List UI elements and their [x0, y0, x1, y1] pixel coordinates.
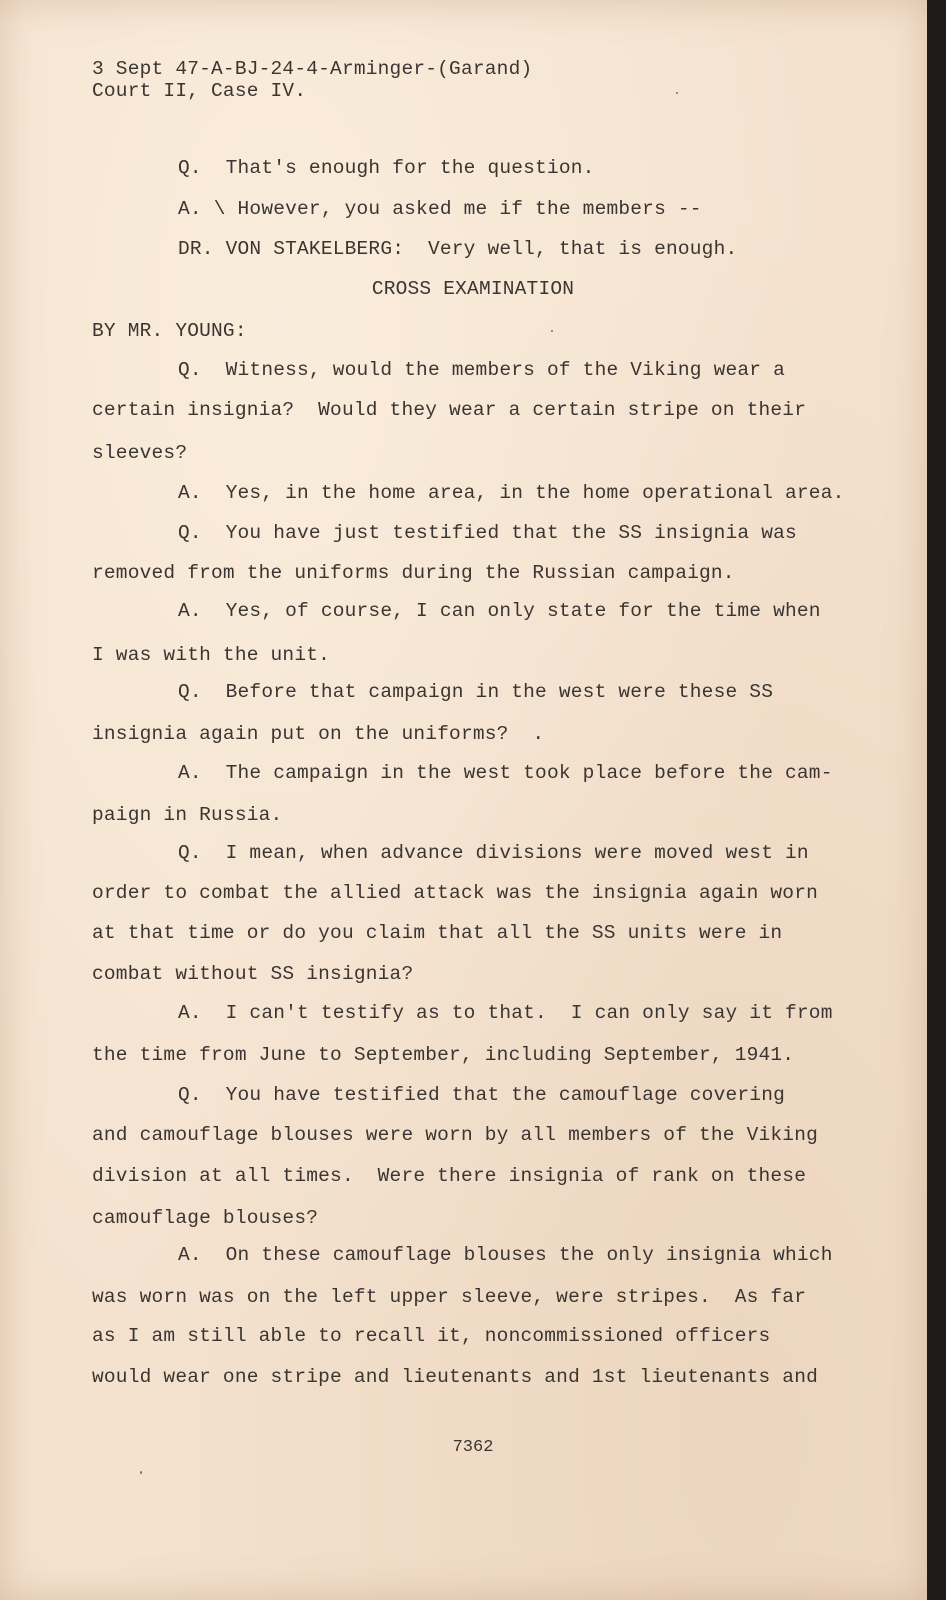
transcript-line: A. Yes, in the home area, in the home operational area.	[178, 482, 845, 504]
transcript-line: combat without SS insignia?	[92, 963, 414, 985]
transcript-line: camouflage blouses?	[92, 1207, 319, 1229]
transcript-line: Q. Before that campaign in the west were these SS	[178, 681, 774, 703]
transcript-line: DR. VON STAKELBERG: Very well, that is enough.	[178, 238, 738, 260]
transcript-line: I was with the unit.	[92, 644, 331, 666]
header-line-2: Court II, Case IV.	[92, 80, 307, 102]
transcript-line: A. The campaign in the west took place before the cam-	[178, 762, 833, 784]
transcript-line: Q. You have just testified that the SS insignia was	[178, 522, 797, 544]
transcript-line: was worn was on the left upper sleeve, were stripes. As far	[92, 1286, 807, 1308]
transcript-line: A. Yes, of course, I can only state for the time when	[178, 600, 821, 622]
transcript-line: Q. You have testified that the camouflage covering	[178, 1084, 785, 1106]
transcript-line: A. On these camouflage blouses the only insignia which	[178, 1244, 833, 1266]
transcript-line: A. I can't testify as to that. I can only say it from	[178, 1002, 833, 1024]
transcript-line: would wear one stripe and lieutenants and 1st lieutenants and	[92, 1366, 819, 1388]
header-line-1: 3 Sept 47-A-BJ-24-4-Arminger-(Garand)	[92, 58, 533, 80]
transcript-line: at that time or do you claim that all the SS units were in	[92, 922, 783, 944]
transcript-line: division at all times. Were there insignia of rank on these	[92, 1165, 807, 1187]
page-number: 7362	[452, 1438, 494, 1457]
transcript-line: as I am still able to recall it, noncommissioned officers	[92, 1325, 771, 1347]
transcript-line: Q. I mean, when advance divisions were moved west in	[178, 842, 809, 864]
paper-speck	[551, 330, 553, 332]
transcript-line: A. \ However, you asked me if the members --	[178, 198, 702, 220]
section-heading: CROSS EXAMINATION	[371, 278, 575, 300]
transcript-line: insignia again put on the uniforms? .	[92, 723, 545, 745]
page-edge-border	[927, 0, 946, 1600]
transcript-line: Q. That's enough for the question.	[178, 157, 595, 179]
transcript-line: paign in Russia.	[92, 804, 283, 826]
transcript-line: certain insignia? Would they wear a certain stripe on their	[92, 399, 807, 421]
transcript-line: Q. Witness, would the members of the Viking wear a	[178, 359, 785, 381]
paper-speck	[676, 92, 678, 94]
transcript-line: BY MR. YOUNG:	[92, 320, 247, 342]
paper-speck	[140, 1471, 142, 1474]
transcript-line: the time from June to September, including September, 1941.	[92, 1044, 795, 1066]
transcript-line: removed from the uniforms during the Russian campaign.	[92, 562, 735, 584]
transcript-line: and camouflage blouses were worn by all members of the Viking	[92, 1124, 819, 1146]
transcript-line: order to combat the allied attack was the insignia again worn	[92, 882, 819, 904]
transcript-line: sleeves?	[92, 442, 188, 464]
